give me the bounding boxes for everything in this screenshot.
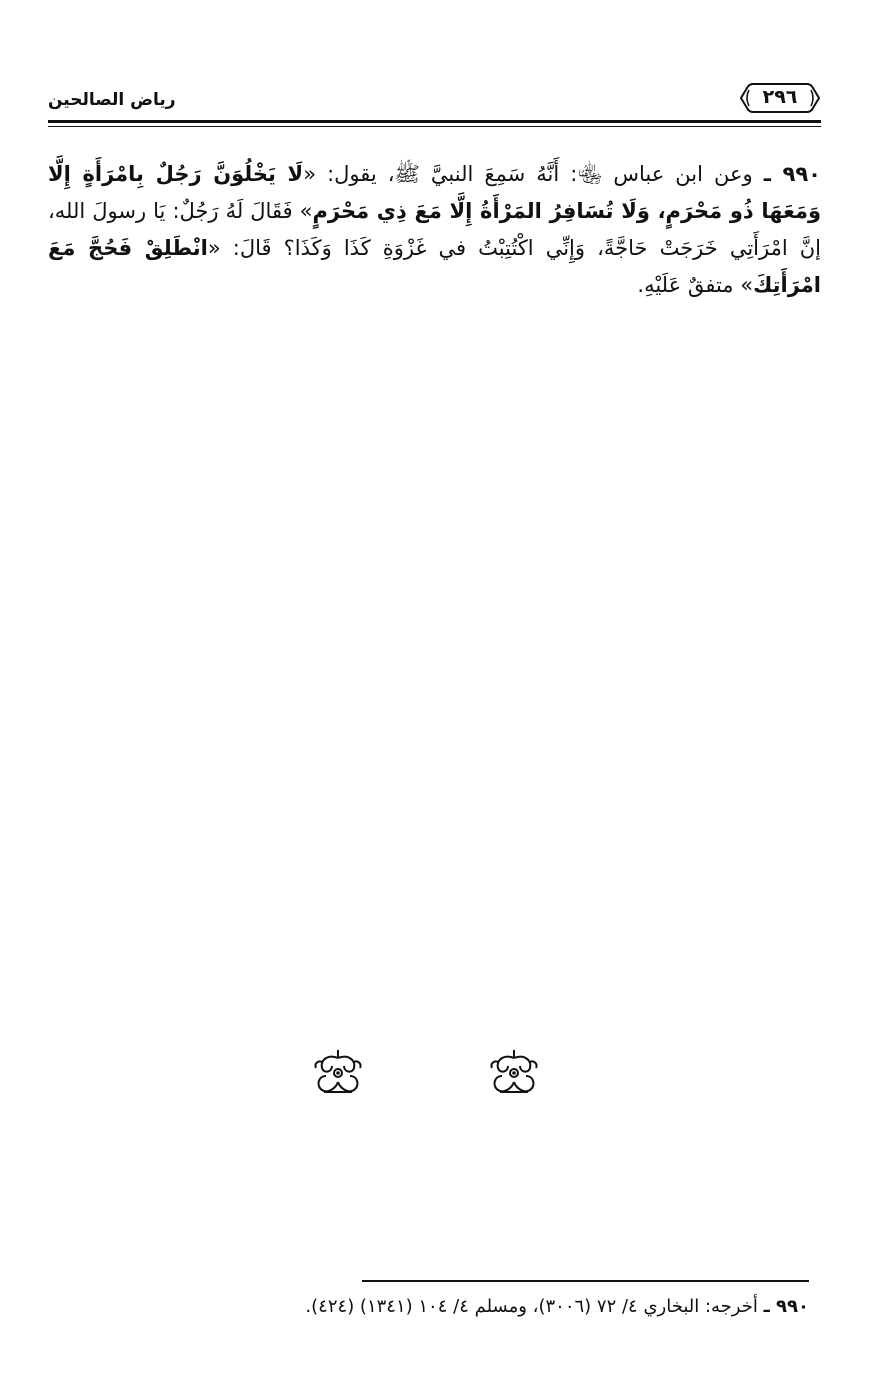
hadith-quote-1: لَا يَخْلُوَنَّ رَجُلٌ بِامْرَأَةٍ إِلَّا وَمَعَهَا ذُو مَحْرَمٍ، وَلَا تُسَافِرُ المَرْأَةُ إِلَّا مَعَ ذِي مَحْرَمٍ [48,162,821,223]
page-number: ٢٩٦ [762,86,798,108]
footnote-text: أخرجه: البخاري ٤/ ٧٢ (٣٠٠٦)، ومسلم ٤/ ١٠٤ (١٣٤١) (٤٢٤). [305,1296,758,1317]
page-header [48,82,821,118]
footnote-rule [362,1280,809,1282]
page-number-frame [739,82,821,114]
hadith-narration-end: » متفقٌ عَلَيْهِ. [637,273,754,297]
hadith-number: ٩٩٠ ـ [763,162,821,186]
hadith-narration-intro: وعن ابن عباس ﵄: أَنَّهُ سَمِعَ النبيَّ ﷺ، يقول: « [303,162,753,186]
footnote-number: ٩٩٠ ـ [763,1296,809,1317]
floral-ornament-icon [488,1046,540,1096]
hadith-paragraph [48,156,821,304]
hadith-narration-middle: » فَقَالَ لَهُ رَجُلٌ: يَا رسولَ الله، إنَّ امْرَأَتِي خَرَجَتْ حَاجَّةً، وَإِنِّي اكْتُتِبْتُ في غَزْوَةِ كَذَا وَكَذَا؟ قَالَ: « [48,199,822,260]
running-title: رياض الصالحين [48,90,176,110]
hadith-quote-2: انْطَلِقْ فَحُجَّ مَعَ امْرَأَتِكَ [48,236,821,297]
footnote [160,1296,809,1317]
floral-ornament-icon [312,1046,364,1096]
header-rule-thick [48,120,821,123]
header-rule-thin [48,126,821,127]
